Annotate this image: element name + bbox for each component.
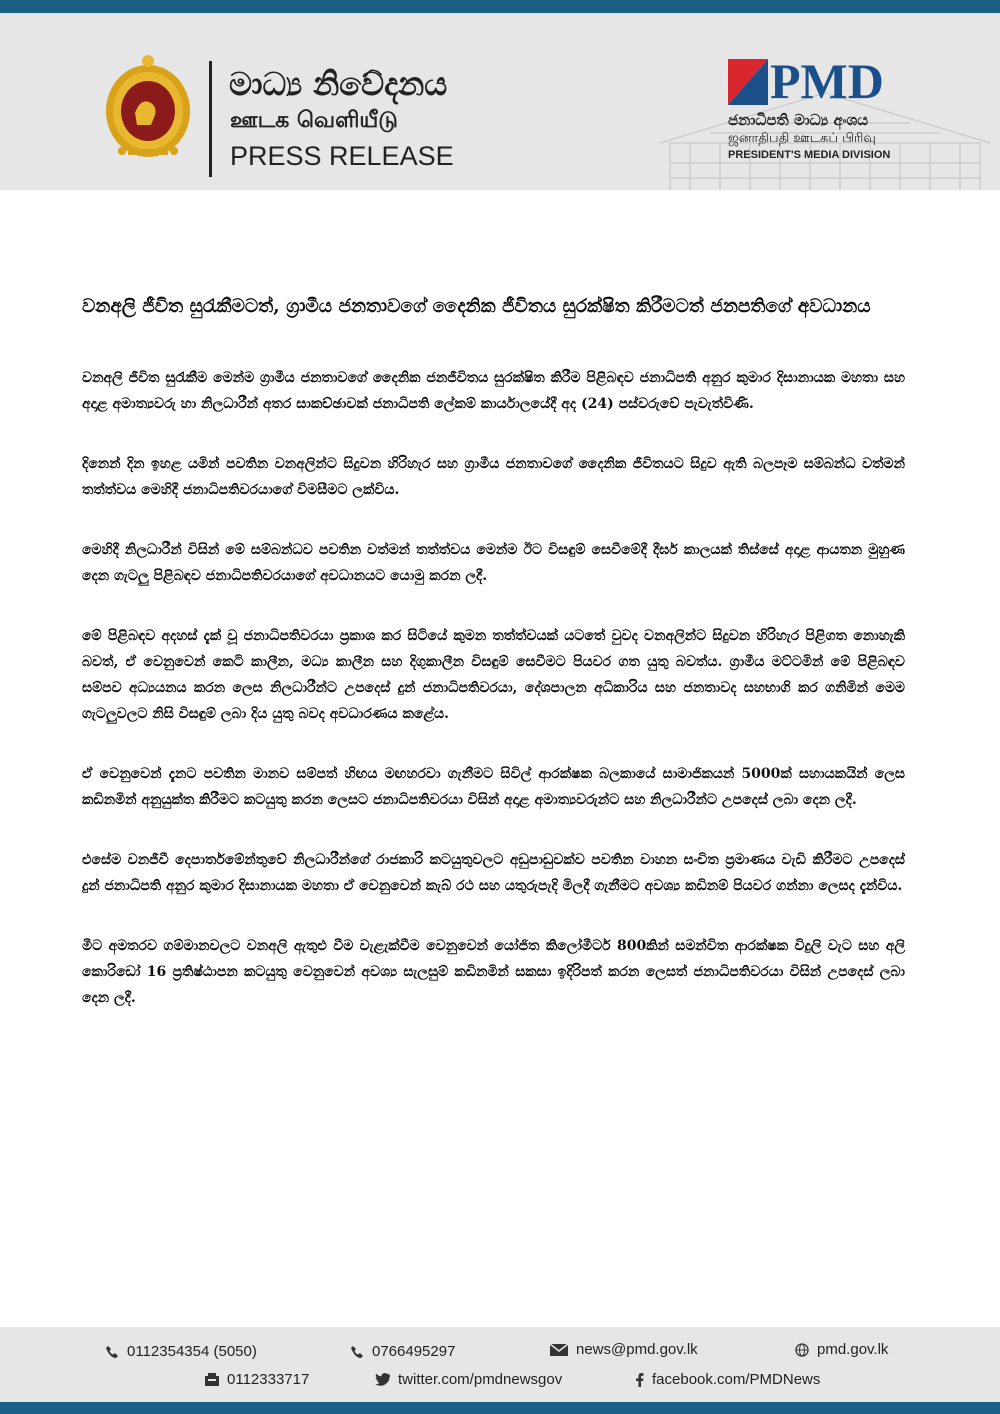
mobile-number: 0766495297: [372, 1343, 456, 1360]
website-link[interactable]: pmd.gov.lk: [817, 1341, 889, 1358]
phone-number: 0112354354 (5050): [127, 1343, 257, 1360]
article-body: [82, 292, 905, 1045]
footer-email[interactable]: [550, 1341, 698, 1358]
footer-phone: [105, 1343, 257, 1360]
email-link[interactable]: news@pmd.gov.lk: [576, 1341, 698, 1358]
article-paragraph: දිනෙන් දින ඉහළ යමින් පවතින වනඅලින්ට සිදුවන හිරිහැර සහ ග්‍රාමීය ජනතාවගේ දෛනික ජීවිතයට සිදුව ඇති බලපෑම සම්බන්ධ වත්මන් තත්ත්වය මෙහිදී ජනාධිපතිවරයාගේ විමසීමට ලක්විය.: [82, 456, 905, 498]
article-headline: වනඅලි ජීවිත සුරැකීමටත්, ග්‍රාමීය ජනතාවගේ දෛනික ජීවිතය සුරක්ෂිත කිරීමටත් ජනපතිගේ අවධානය: [82, 296, 871, 317]
bottom-accent-bar: [0, 1402, 1000, 1414]
title-divider: [209, 61, 212, 177]
division-tamil: ஜனாதிபதி ஊடகப் பிரிவு: [728, 131, 876, 146]
footer-website[interactable]: [795, 1341, 888, 1358]
article-paragraph: මීට අමතරව ගම්මානවලට වනඅලි ඇතුළු වීම වැළැක්වීම වෙනුවෙන් යෝජිත කිලෝමීටර් 800කින් සමන්විත ආරක්ෂක විදුලි වැට සහ අලි කොරිඩෝ 16 ප්‍රතිෂ්ඨාපන කටයුතු වෙනුවෙන් අවශ්‍ය සැලසුම් කඩිනමින් සකසා ඉදිරිපත් කරන ලෙසත් ජනාධිපතිවරයා විසින් උපදෙස් ලබා දෙන ලදී.: [82, 938, 905, 1006]
article-paragraph: මේ පිළිබඳව අදහස් දැක් වූ ජනාධිපතිවරයා ප්‍රකාශ කර සිටියේ කුමන තත්ත්වයක් යටතේ වුවද වනඅලින්ට සිදුවන හිරිහැර පිළිගත නොහැකි බවත්, ඒ වෙනුවෙන් කෙටි කාලීන, මධ්‍ය කාලීන සහ දිගුකාලීන විසඳුම් සෙවීමට පියවර ගත යුතු බවත්ය. ග්‍රාමීය මට්ටමින් මේ පිළිබඳව සම්පව අධ්‍යයනය කරන ලෙස නිලධාරීන්ට උපදෙස් දුන් ජනාධිපතිවරයා, දේශපාලන අධිකාරිය සහ ජනතාවද සහභාගි කර ගනිමින් මෙම ගැටලුවලට නිසි විසඳුම් ලබා දිය යුතු බවද අවධාරණය කළේය.: [82, 628, 905, 722]
title-sinhala: මාධ්‍ය නිවේදනය: [229, 65, 448, 103]
footer-twitter[interactable]: [375, 1371, 562, 1388]
pmd-logo: [728, 53, 898, 109]
fax-icon: [205, 1373, 219, 1386]
twitter-link[interactable]: twitter.com/pmdnewsgov: [398, 1371, 563, 1388]
footer-mobile: [350, 1343, 455, 1360]
fax-number: 0112333717: [227, 1371, 310, 1388]
contact-footer: [0, 1327, 1000, 1402]
facebook-link[interactable]: facebook.com/PMDNews: [652, 1371, 821, 1388]
article-paragraph: ඒ වෙනුවෙන් දැනට පවතින මානව සම්පත් හිඟය මඟහරවා ගැනීමට සිවිල් ආරක්ෂක බලකායේ සාමාජිකයන් 5000ක් සහායකයින් ලෙස කඩිනමින් අනුයුක්ත කිරීමට කටයුතු කරන ලෙසට ජනාධිපතිවරයා විසින් අදාළ අමාත්‍යවරුන්ට සහ නිලධාරීන්ට උපදෙස් ලබා දෙන ලදී.: [82, 766, 905, 808]
national-emblem-icon: [102, 53, 194, 163]
facebook-icon: [635, 1373, 644, 1387]
division-sinhala: ජනාධිපති මාධ්‍ය අංශය: [728, 111, 869, 129]
division-english: PRESIDENT'S MEDIA DIVISION: [728, 149, 891, 161]
envelope-icon: [550, 1344, 568, 1356]
globe-icon: [795, 1343, 809, 1357]
phone-icon: [350, 1345, 364, 1359]
phone-icon: [105, 1345, 119, 1359]
top-accent-bar: [0, 0, 1000, 13]
title-tamil: ஊடக வெளியீடு: [230, 108, 398, 133]
pmd-mark-icon: [728, 59, 768, 105]
title-english: PRESS RELEASE: [230, 141, 454, 171]
footer-fax: [205, 1371, 309, 1388]
letterhead: [0, 13, 1000, 190]
footer-facebook[interactable]: [635, 1371, 820, 1388]
article-paragraph: වනඅලි ජීවිත සුරැකීම මෙන්ම ග්‍රාමීය ජනතාවගේ දෛනික ජනජීවිතය සුරක්ෂිත කිරීම පිළිබඳව ජනාධිපති අනුර කුමාර දිසානායක මහතා සහ අදාළ අමාත්‍යවරු හා නිලධාරීන් අතර සාකච්ඡාවක් ජනාධිපති ලේකම් කාර්යාලයේදී අද (24) පස්වරුවේ පැවැත්විණි.: [82, 370, 905, 412]
twitter-icon: [375, 1373, 390, 1386]
article-paragraph: මෙහිදී නිලධාරීන් විසින් මේ සම්බන්ධව පවතින වත්මන් තත්ත්වය මෙන්ම ඊට විසඳුම් සෙවීමේදී දීර්ඝ කාලයක් තිස්සේ අදාළ ආයතන මුහුණ දෙන ගැටලු පිළිබඳව ජනාධිපතිවරයාගේ අවධානයට යොමු කරන ලදී.: [82, 542, 905, 584]
article-paragraph: එසේම වනජීවී දෙපාර්තමේන්තුවේ නිලධාරීන්ගේ රාජකාරි කටයුතුවලට අඩුපාඩුවක්ව පවතින වාහන සංචිත ප්‍රමාණය වැඩි කිරීමට උපදෙස් දුන් ජනාධිපති අනුර කුමාර දිසානායක මහතා ඒ වෙනුවෙන් කැබ් රථ සහ යතුරුපැදි මිලදී ගැනීමට අවශ්‍ය කඩිනම් පියවර ගන්නා ලෙසද දැන්විය.: [82, 852, 905, 894]
pmd-wordmark: PMD: [770, 53, 884, 109]
